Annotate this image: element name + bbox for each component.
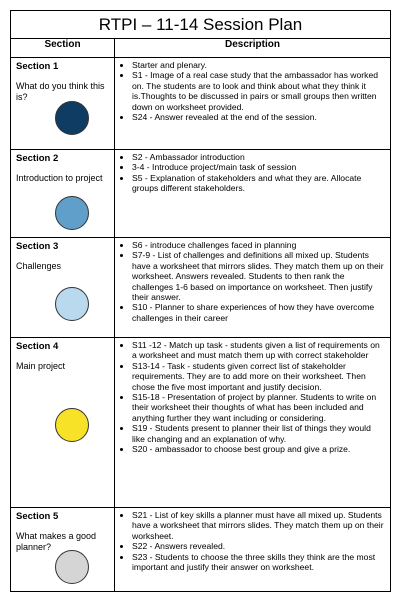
table-row: [11, 58, 391, 150]
session-plan-table: [10, 10, 391, 592]
description-list: [115, 338, 390, 456]
list-item: • S22 - Answers revealed.: [132, 541, 386, 551]
list-item: • S19 - Students present to planner their list of things they would like changing and an explanation of why.: [132, 423, 386, 444]
section-cell: [11, 150, 115, 238]
table-row: [11, 338, 391, 508]
description-list: [115, 508, 390, 574]
section-cell: [11, 238, 115, 338]
section-5-circle-icon: [55, 550, 89, 584]
description-cell: [115, 58, 391, 150]
list-item: • S13-14 - Task - students given correct list of stakeholder requirements. They are to add more on their worksheet. Then chose the five most important and justify decision.: [132, 361, 386, 392]
list-item: • S24 - Answer revealed at the end of the session.: [132, 112, 386, 122]
section-title: Section 3: [16, 241, 59, 252]
section-cell: [11, 58, 115, 150]
list-item: • S23 - Students to choose the three skills they think are the most important and justify their answer on worksheet.: [132, 552, 386, 573]
list-item: • S10 - Planner to share experiences of how they have overcome challenges in their career: [132, 302, 386, 323]
section-4-circle-icon: [55, 408, 89, 442]
description-cell: [115, 238, 391, 338]
section-cell: [11, 338, 115, 508]
section-subtitle: Introduction to project: [16, 173, 103, 183]
section-2-circle-icon: [55, 196, 89, 230]
description-cell: [115, 150, 391, 238]
description-column-header: Description: [115, 39, 391, 58]
description-cell: [115, 508, 391, 592]
section-1-circle-icon: [55, 101, 89, 135]
section-subtitle: What do you think this is?: [16, 81, 105, 102]
section-title: Section 1: [16, 61, 59, 72]
section-subtitle: Main project: [16, 361, 66, 371]
page-title: RTPI – 11-14 Session Plan: [11, 11, 391, 39]
list-item: • S11 -12 - Match up task - students given a list of requirements on a worksheet and must match them up with correct stakeholder: [132, 340, 386, 361]
section-column-header: Section: [11, 39, 115, 58]
list-item: • S7-9 - List of challenges and definitions all mixed up. Students have a worksheet that mirrors slides. They match them up on their worksheet. Answers revealed. Students to then rank the challenges 1-6 based on importance on worksheet. Then justify their answer.: [132, 250, 386, 302]
section-cell: [11, 508, 115, 592]
description-list: [115, 238, 390, 325]
table-row: [11, 150, 391, 238]
description-list: [115, 150, 390, 196]
list-item: • S5 - Explanation of stakeholders and what they are. Allocate groups different stakeholders.: [132, 173, 386, 194]
description-cell: [115, 338, 391, 508]
section-subtitle: Challenges: [16, 261, 62, 271]
section-title: Section 4: [16, 341, 59, 352]
table-row: [11, 238, 391, 338]
section-title: Section 2: [16, 153, 59, 164]
session-plan-page: [10, 10, 390, 592]
table-row: [11, 508, 391, 592]
section-subtitle: What makes a good planner?: [16, 531, 97, 552]
list-item: • Starter and plenary.: [132, 60, 386, 70]
list-item: • S6 - introduce challenges faced in planning: [132, 240, 386, 250]
section-title: Section 5: [16, 511, 59, 522]
list-item: • S15-18 - Presentation of project by planner. Students to write on their worksheet their thoughts of what has been included and anything further they want including or considering.: [132, 392, 386, 423]
list-item: • S20 - ambassador to choose best group and give a prize.: [132, 444, 386, 454]
list-item: • 3-4 - Introduce project/main task of session: [132, 162, 386, 172]
list-item: • S2 - Ambassador introduction: [132, 152, 386, 162]
list-item: • S1 - Image of a real case study that the ambassador has worked on. The students are to look and think about what they think it is.Thoughts to be discussed in pairs or small groups then written down on worksheet provided.: [132, 70, 386, 112]
list-item: • S21 - List of key skills a planner must have all mixed up. Students have a worksheet that mirrors slides. They match them up on their worksheet.: [132, 510, 386, 541]
description-list: [115, 58, 390, 124]
section-3-circle-icon: [55, 287, 89, 321]
